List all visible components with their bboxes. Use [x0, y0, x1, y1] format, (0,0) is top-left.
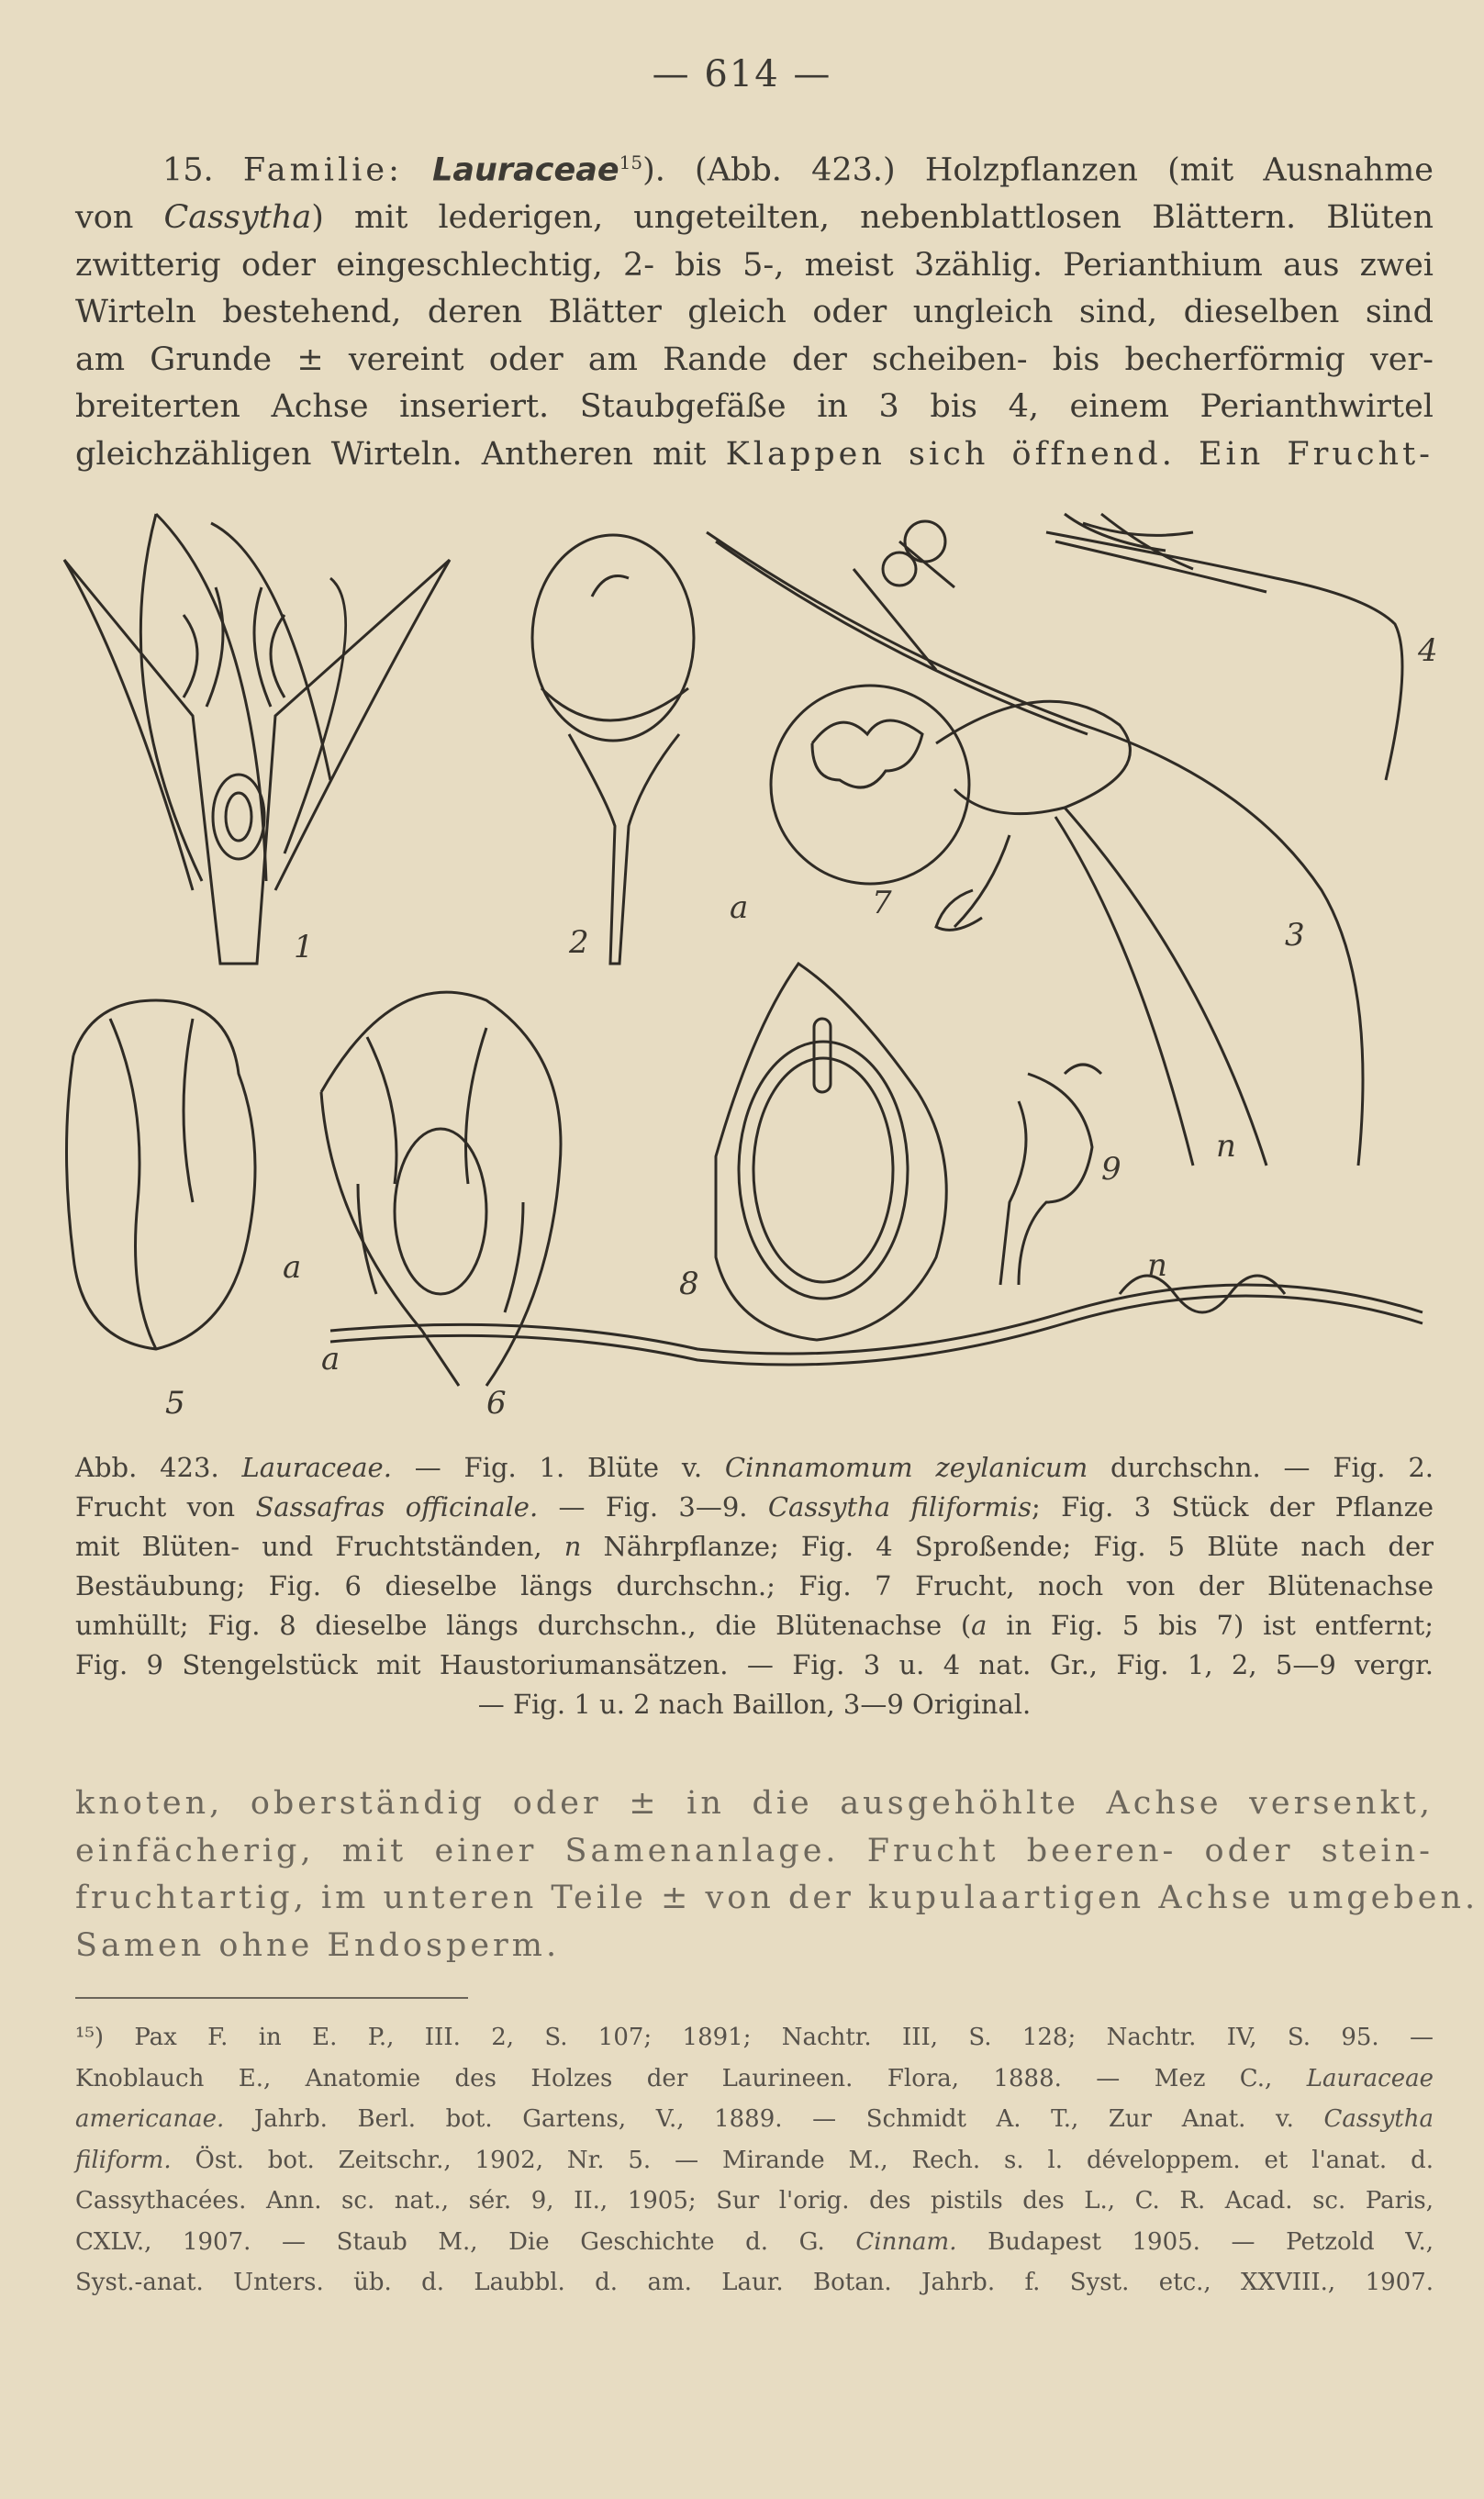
fig8-fruit-section [716, 964, 946, 1340]
figure-caption [75, 1448, 1434, 1724]
label-a: a [730, 889, 749, 926]
paragraph-line: zwitterig oder eingeschlechtig, 2- bis 5-, meist 3zählig. Perianthium aus zwei [75, 246, 1434, 284]
fig1-flower-section [64, 514, 450, 964]
paragraph-line: am Grunde ± vereint oder am Rande der scheiben- bis becherförmig ver- [75, 340, 1434, 378]
caption-line: Abb. 423. Lauraceae. — Fig. 1. Blüte v. Cinnamomum zeylanicum durchschn. — Fig. 2. [75, 1452, 1434, 1483]
footnote [75, 2017, 1434, 2304]
footnote-line: americanae. Jahrb. Berl. bot. Gartens, V., 1889. — Schmidt A. T., Zur Anat. v. Cassytha [75, 2105, 1434, 2133]
label-a: a [283, 1249, 302, 1286]
taxon-name: Cassytha [163, 199, 312, 237]
fig2-fruit [532, 535, 694, 964]
fig-label-4: 4 [1418, 632, 1438, 669]
fig-label-9: 9 [1101, 1151, 1121, 1188]
paragraph-line: gleichzähligen Wirteln. Antheren mit Klappen sich öffnend. Ein Frucht- [75, 435, 1434, 473]
footnote-line: Syst.-anat. Unters. üb. d. Laubbl. d. am. Laur. Botan. Jahrb. f. Syst. etc., XXVIII., 1907. [75, 2269, 1434, 2296]
paragraph-line: Wirteln bestehend, deren Blätter gleich oder ungleich sind, dieselben sind [75, 294, 1434, 331]
caption-line: Fig. 9 Stengelstück mit Haustoriumansätzen. — Fig. 3 u. 4 nat. Gr., Fig. 1, 2, 5—9 vergr. [75, 1649, 1434, 1680]
page-number: — 614 — [652, 53, 832, 95]
paragraph-line: fruchtartig, im unteren Teile ± von der kupulaartigen Achse umgeben. [75, 1880, 1479, 1916]
footnote-line: Cassythacées. Ann. sc. nat., sér. 9, II., 1905; Sur l'orig. des pistils des L., C. R. Acad. sc. Paris, [75, 2187, 1434, 2215]
figure-labels [165, 632, 1438, 1422]
fig-label-6: 6 [486, 1385, 507, 1422]
continuation-paragraph [75, 1780, 1479, 1969]
fig-label-5: 5 [165, 1385, 185, 1422]
fig3-fig4-stems [330, 514, 1423, 1365]
footnote-line: filiform. Öst. bot. Zeitschr., 1902, Nr. 5. — Mirande M., Rech. s. l. développem. et l'anat. d. [75, 2146, 1434, 2174]
caption-line: umhüllt; Fig. 8 dieselbe längs durchschn., die Blütenachse (a in Fig. 5 bis 7) ist entfernt; [75, 1610, 1434, 1641]
botanical-figure-423 [55, 505, 1441, 1422]
caption-line: Bestäubung; Fig. 6 dieselbe längs durchschn.; Fig. 7 Frucht, noch von der Blütenachse [75, 1570, 1434, 1601]
footnote-line: CXLV., 1907. — Staub M., Die Geschichte d. G. Cinnam. Budapest 1905. — Petzold V., [75, 2227, 1434, 2256]
label-n: n [1216, 1128, 1236, 1165]
figure-illustration [55, 505, 1441, 1422]
caption-line: Frucht von Sassafras officinale. — Fig. 3—9. Cassytha filiformis; Fig. 3 Stück der Pflanze [75, 1491, 1434, 1523]
fig-label-2: 2 [569, 924, 589, 961]
fig7-fruit [771, 686, 969, 884]
label-n: n [1147, 1247, 1167, 1284]
footnote-divider [75, 1997, 468, 1999]
fig5-flower [67, 1000, 256, 1349]
paragraph-line: Samen ohne Endosperm. [75, 1926, 561, 1964]
fig-label-1: 1 [294, 929, 314, 965]
footnote-ref: 15 [619, 151, 643, 173]
paragraph-line: 15. Familie: Lauraceae$^{15}$). (Abb. 423.) Holzpflanzen (mit Ausnahme [162, 151, 1434, 189]
fig-label-3: 3 [1285, 917, 1305, 954]
paragraph-line: knoten, oberständig oder ± in die ausgehöhlte Achse versenkt, [75, 1785, 1434, 1822]
fig-label-7: 7 [872, 885, 892, 921]
caption-line: — Fig. 1 u. 2 nach Baillon, 3—9 Original. [477, 1689, 1032, 1720]
footnote-line: ¹⁵) Pax F. in E. P., III. 2, S. 107; 1891; Nachtr. III, S. 128; Nachtr. IV, S. 95. — [75, 2024, 1434, 2051]
fig-label-8: 8 [679, 1266, 699, 1302]
paragraph-line: einfächerig, mit einer Samenanlage. Frucht beeren- oder stein- [75, 1832, 1434, 1869]
caption-line: mit Blüten- und Fruchtständen, n Nährpflanze; Fig. 4 Sproßende; Fig. 5 Blüte nach der [75, 1531, 1434, 1562]
family-description-paragraph [75, 139, 1434, 478]
paragraph-line: breiterten Achse inseriert. Staubgefäße in 3 bis 4, einem Perianthwirtel [75, 388, 1434, 426]
label-a: a [321, 1341, 340, 1378]
paragraph-line: von Cassytha) mit lederigen, ungeteilten, nebenblattlosen Blättern. Blüten [75, 199, 1434, 237]
taxon-name: Lauraceae [432, 151, 619, 189]
fig9-stem-piece [1000, 1065, 1101, 1285]
footnote-line: Knoblauch E., Anatomie des Holzes der Laurineen. Flora, 1888. — Mez C., Lauraceae [75, 2064, 1434, 2092]
